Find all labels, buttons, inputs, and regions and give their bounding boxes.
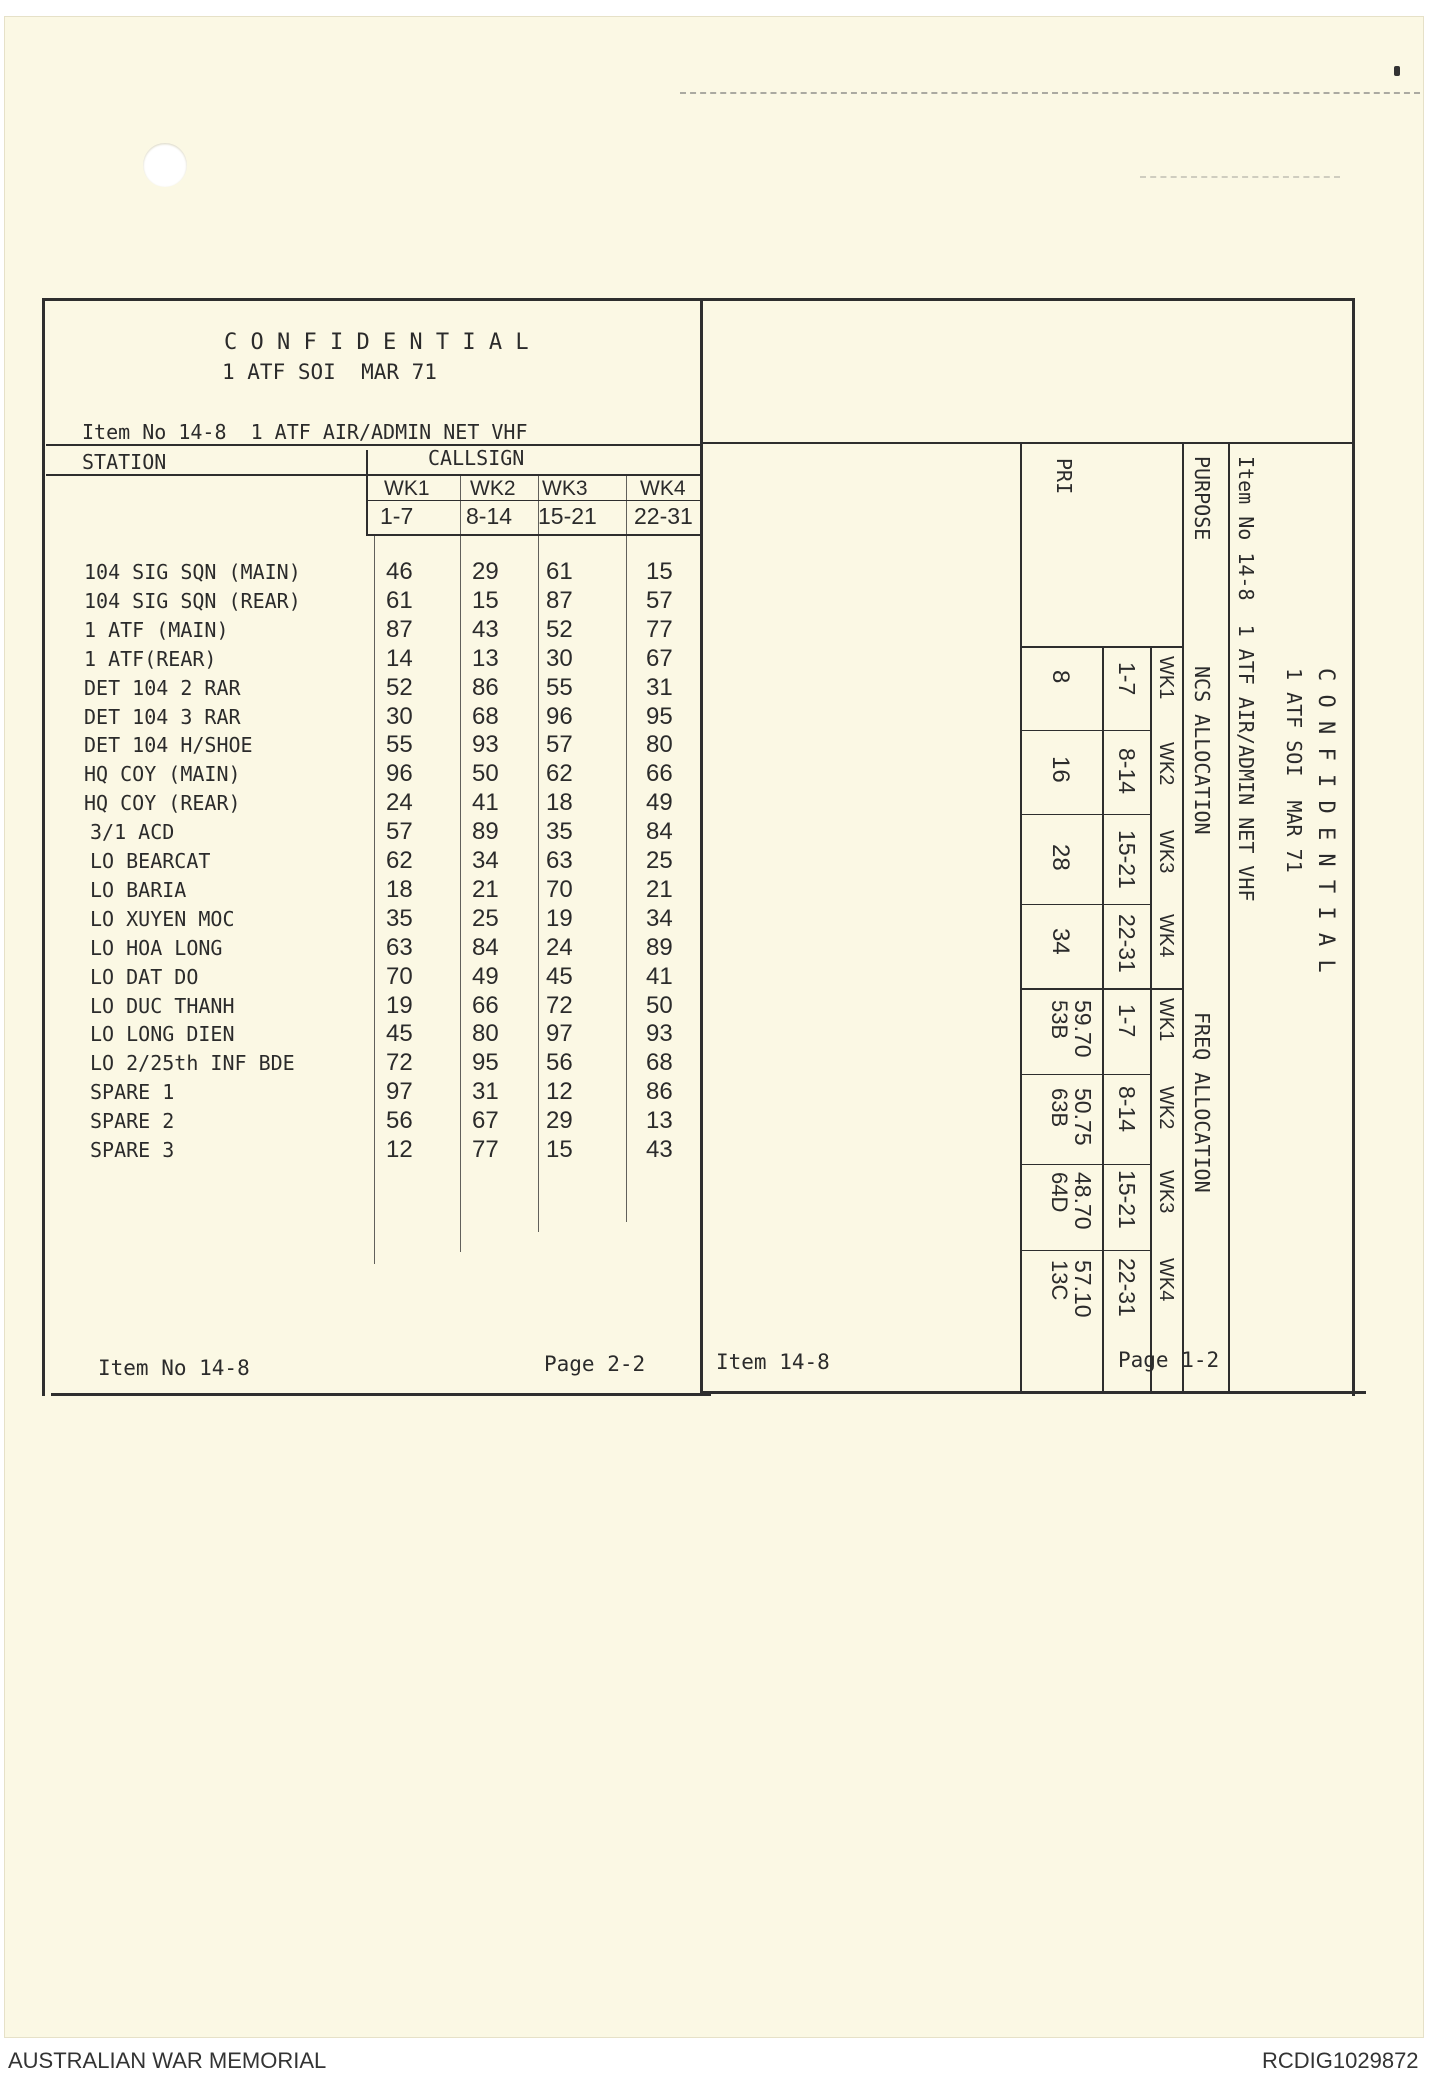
station-divider bbox=[366, 450, 368, 534]
soi-heading: 1 ATF SOI MAR 71 bbox=[1282, 668, 1306, 873]
callsign-cell: 89 bbox=[472, 818, 499, 846]
freq-header: FREQ ALLOCATION bbox=[1190, 1012, 1214, 1193]
callsign-cell: 15 bbox=[472, 586, 499, 614]
callsign-cell: 52 bbox=[386, 673, 413, 701]
footer-item: Item 14-8 bbox=[716, 1350, 830, 1374]
callsign-cell: 24 bbox=[386, 789, 413, 817]
station-header: STATION bbox=[82, 450, 167, 474]
callsign-cell: 29 bbox=[546, 1107, 573, 1135]
item-title: Item No 14-8 1 ATF AIR/ADMIN NET VHF bbox=[1234, 456, 1258, 902]
callsign-cell: 57 bbox=[386, 818, 413, 846]
callsign-cell: 63 bbox=[386, 933, 413, 961]
frequency-code: 63B bbox=[1047, 1088, 1072, 1128]
week-label: WK4 bbox=[1155, 914, 1177, 958]
callsign-cell: 45 bbox=[546, 962, 573, 990]
callsign-cell: 95 bbox=[646, 702, 673, 730]
week-label: WK2 bbox=[1155, 1086, 1177, 1130]
station-name: 104 SIG SQN (MAIN) bbox=[84, 560, 301, 584]
perforation-line bbox=[680, 92, 1420, 94]
frequency-value: 59.70 bbox=[1070, 1000, 1096, 1058]
callsign-header: CALLSIGN bbox=[428, 446, 525, 470]
callsign-cell: 49 bbox=[646, 789, 673, 817]
wk-rule bbox=[366, 500, 702, 501]
callsign-cell: 84 bbox=[472, 933, 499, 961]
week-days: 15-21 bbox=[538, 503, 597, 529]
callsign-cell: 41 bbox=[472, 789, 499, 817]
station-name: SPARE 3 bbox=[90, 1138, 175, 1162]
frequency-code: 53B bbox=[1047, 1000, 1072, 1040]
callsign-cell: 67 bbox=[646, 644, 673, 672]
footer-item: Item No 14-8 bbox=[98, 1356, 250, 1380]
ncs-value: 8 bbox=[1047, 670, 1074, 684]
callsign-cell: 12 bbox=[546, 1078, 573, 1106]
callsign-cell: 14 bbox=[386, 644, 413, 672]
wk-divider bbox=[1150, 648, 1152, 1392]
station-name: DET 104 2 RAR bbox=[84, 675, 241, 700]
title-divider bbox=[1228, 444, 1230, 1392]
callsign-cell: 68 bbox=[646, 1049, 673, 1077]
callsign-cell: 77 bbox=[646, 615, 673, 643]
item-title: Item No 14-8 1 ATF AIR/ADMIN NET VHF bbox=[82, 420, 528, 444]
station-name: SPARE 1 bbox=[90, 1080, 175, 1105]
station-name: LO HOA LONG bbox=[90, 935, 223, 960]
callsign-cell: 18 bbox=[386, 875, 413, 903]
week-days: 8-14 bbox=[1114, 1086, 1140, 1133]
footer-page: Page 2-2 bbox=[544, 1352, 646, 1376]
callsign-cell: 21 bbox=[646, 875, 673, 903]
soi-heading: 1 ATF SOI MAR 71 bbox=[222, 360, 437, 384]
callsign-cell: 70 bbox=[546, 875, 573, 903]
archive-id: RCDIG1029872 bbox=[1262, 2048, 1419, 2073]
callsign-cell: 72 bbox=[546, 991, 573, 1019]
callsign-cell: 31 bbox=[646, 673, 673, 701]
days-rule bbox=[366, 534, 702, 536]
week-days: 8-14 bbox=[466, 503, 513, 529]
week-label: WK1 bbox=[384, 477, 430, 500]
frequency-value: 57.10 bbox=[1070, 1260, 1096, 1318]
callsign-cell: 12 bbox=[386, 1136, 413, 1163]
week-days: 15-21 bbox=[1114, 830, 1140, 889]
callsign-cell: 35 bbox=[546, 818, 573, 846]
week-label: WK3 bbox=[1155, 830, 1177, 874]
station-name: HQ COY (REAR) bbox=[84, 791, 241, 816]
callsign-cell: 35 bbox=[386, 904, 413, 932]
week-label: WK3 bbox=[542, 477, 588, 500]
callsign-cell: 86 bbox=[646, 1078, 673, 1106]
callsign-cell: 43 bbox=[646, 1136, 673, 1163]
week-days: 1-7 bbox=[380, 503, 414, 529]
station-name: DET 104 3 RAR bbox=[84, 704, 241, 729]
callsign-cell: 19 bbox=[386, 991, 413, 1019]
callsign-cell: 87 bbox=[386, 615, 413, 643]
callsign-cell: 13 bbox=[472, 644, 499, 672]
callsign-cell: 80 bbox=[472, 1020, 499, 1048]
callsign-cell: 34 bbox=[646, 904, 673, 932]
week-label: WK1 bbox=[1155, 998, 1177, 1042]
station-name: SPARE 2 bbox=[90, 1109, 175, 1134]
week-days: 22-31 bbox=[1114, 914, 1140, 973]
callsign-cell: 57 bbox=[546, 731, 573, 759]
callsign-cell: 18 bbox=[546, 789, 573, 817]
callsign-cell: 97 bbox=[386, 1078, 413, 1106]
week-days: 22-31 bbox=[634, 503, 693, 529]
station-name: 1 ATF (MAIN) bbox=[84, 617, 229, 642]
callsign-cell: 45 bbox=[386, 1020, 413, 1048]
purpose-header: PURPOSE bbox=[1190, 456, 1214, 541]
frame-left bbox=[42, 298, 45, 1396]
week-days: 15-21 bbox=[1114, 1170, 1140, 1229]
week-days: 1-7 bbox=[1114, 662, 1140, 696]
callsign-cell: 87 bbox=[546, 586, 573, 614]
archive-label: AUSTRALIAN WAR MEMORIAL bbox=[8, 2048, 327, 2073]
week-label: WK2 bbox=[470, 477, 516, 500]
callsign-cell: 62 bbox=[386, 847, 413, 874]
callsign-cell: 25 bbox=[472, 904, 499, 932]
callsign-cell: 15 bbox=[646, 558, 673, 585]
frame-top bbox=[42, 298, 702, 301]
week-days: 8-14 bbox=[1114, 748, 1140, 795]
callsign-cell: 61 bbox=[386, 586, 413, 614]
callsign-cell: 63 bbox=[546, 847, 573, 874]
station-name: LO BARIA bbox=[90, 877, 187, 902]
purpose-divider bbox=[1182, 444, 1184, 1392]
frame-bottom bbox=[51, 1393, 711, 1396]
callsign-cell: 86 bbox=[472, 673, 499, 701]
station-name: 104 SIG SQN (REAR) bbox=[84, 588, 301, 613]
col-line bbox=[460, 476, 461, 1252]
ncs-value: 16 bbox=[1047, 756, 1074, 783]
station-name: LO BEARCAT bbox=[90, 849, 211, 873]
callsign-cell: 93 bbox=[472, 731, 499, 759]
callsign-cell: 15 bbox=[546, 1136, 573, 1163]
title-rule bbox=[46, 444, 702, 446]
callsign-cell: 56 bbox=[546, 1049, 573, 1077]
station-name: LO DAT DO bbox=[90, 964, 199, 989]
callsign-cell: 31 bbox=[472, 1078, 499, 1106]
callsign-cell: 46 bbox=[386, 558, 413, 585]
callsign-cell: 43 bbox=[472, 615, 499, 643]
frequency-code: 13C bbox=[1047, 1260, 1072, 1301]
callsign-cell: 89 bbox=[646, 933, 673, 961]
callsign-cell: 67 bbox=[472, 1107, 499, 1135]
callsign-cell: 21 bbox=[472, 875, 499, 903]
week-label: WK4 bbox=[640, 477, 686, 500]
week-days: 22-31 bbox=[1114, 1258, 1140, 1317]
station-name: HQ COY (MAIN) bbox=[84, 762, 241, 787]
callsign-cell: 62 bbox=[546, 760, 573, 788]
week-days: 1-7 bbox=[1114, 1004, 1140, 1038]
pri-label: PRI bbox=[1052, 458, 1076, 495]
ncs-header: NCS ALLOCATION bbox=[1190, 666, 1214, 835]
callsign-cell: 13 bbox=[646, 1107, 673, 1135]
col-line bbox=[538, 476, 539, 1232]
row-rule bbox=[1020, 904, 1152, 905]
week-label: WK2 bbox=[1155, 742, 1177, 786]
callsign-cell: 52 bbox=[546, 615, 573, 643]
frame-divider bbox=[700, 298, 703, 1396]
callsign-cell: 70 bbox=[386, 962, 413, 990]
callsign-cell: 29 bbox=[472, 558, 499, 585]
callsign-cell: 30 bbox=[546, 644, 573, 672]
week-label: WK4 bbox=[1155, 1258, 1177, 1302]
station-name: LO 2/25th INF BDE bbox=[90, 1051, 295, 1076]
row-rule bbox=[1020, 1074, 1152, 1075]
callsign-cell: 24 bbox=[546, 933, 573, 961]
frame-top bbox=[702, 298, 1354, 301]
station-name: 3/1 ACD bbox=[90, 820, 175, 845]
callsign-cell: 95 bbox=[472, 1049, 499, 1077]
confidential-heading: C O N F I D E N T I A L bbox=[224, 330, 529, 355]
callsign-cell: 84 bbox=[646, 818, 673, 846]
station-name: 1 ATF(REAR) bbox=[84, 646, 217, 671]
section-rule bbox=[1020, 988, 1182, 990]
ncs-value: 28 bbox=[1047, 844, 1074, 871]
header-rule bbox=[46, 474, 702, 476]
callsign-cell: 19 bbox=[546, 904, 573, 932]
days-divider bbox=[1102, 648, 1104, 1392]
station-name: DET 104 H/SHOE bbox=[84, 733, 253, 758]
week-label: WK3 bbox=[1155, 1170, 1177, 1214]
punch-hole bbox=[143, 143, 187, 187]
perforation-line bbox=[1140, 176, 1340, 178]
row-rule bbox=[1020, 814, 1152, 815]
callsign-cell: 80 bbox=[646, 731, 673, 759]
callsign-cell: 50 bbox=[472, 760, 499, 788]
callsign-cell: 55 bbox=[386, 731, 413, 759]
callsign-cell: 96 bbox=[546, 702, 573, 730]
callsign-cell: 97 bbox=[546, 1020, 573, 1048]
week-label: WK1 bbox=[1155, 656, 1177, 700]
callsign-cell: 49 bbox=[472, 962, 499, 990]
callsign-cell: 72 bbox=[386, 1049, 413, 1077]
callsign-cell: 96 bbox=[386, 760, 413, 788]
frame-right bbox=[1352, 298, 1355, 1396]
callsign-cell: 57 bbox=[646, 586, 673, 614]
station-name: LO XUYEN MOC bbox=[90, 906, 235, 931]
row-rule bbox=[1020, 646, 1182, 648]
col-line bbox=[626, 476, 627, 1222]
callsign-cell: 30 bbox=[386, 702, 413, 730]
row-rule bbox=[1020, 730, 1152, 731]
footer-page: Page 1-2 bbox=[1118, 1348, 1220, 1372]
frequency-value: 48.70 bbox=[1070, 1172, 1096, 1230]
callsign-cell: 66 bbox=[472, 991, 499, 1019]
title-rule bbox=[702, 442, 1354, 444]
callsign-cell: 50 bbox=[646, 991, 673, 1019]
col-line bbox=[374, 534, 375, 1264]
callsign-cell: 61 bbox=[546, 558, 573, 585]
callsign-cell: 34 bbox=[472, 847, 499, 874]
frequency-value: 50.75 bbox=[1070, 1088, 1096, 1146]
callsign-cell: 68 bbox=[472, 702, 499, 730]
row-rule bbox=[1020, 1164, 1152, 1165]
frequency-code: 64D bbox=[1047, 1172, 1072, 1213]
callsign-cell: 93 bbox=[646, 1020, 673, 1048]
callsign-cell: 77 bbox=[472, 1136, 499, 1163]
confidential-heading: C O N F I D E N T I A L bbox=[1313, 668, 1338, 973]
callsign-cell: 66 bbox=[646, 760, 673, 788]
callsign-cell: 56 bbox=[386, 1107, 413, 1135]
frame-bottom bbox=[702, 1391, 1366, 1394]
row-rule bbox=[1020, 1250, 1152, 1251]
callsign-cell: 25 bbox=[646, 847, 673, 874]
ink-mark bbox=[1394, 66, 1400, 76]
station-name: LO DUC THANH bbox=[90, 993, 235, 1018]
ncs-value: 34 bbox=[1047, 928, 1074, 955]
callsign-cell: 55 bbox=[546, 673, 573, 701]
station-name: LO LONG DIEN bbox=[90, 1022, 235, 1047]
callsign-cell: 41 bbox=[646, 962, 673, 990]
